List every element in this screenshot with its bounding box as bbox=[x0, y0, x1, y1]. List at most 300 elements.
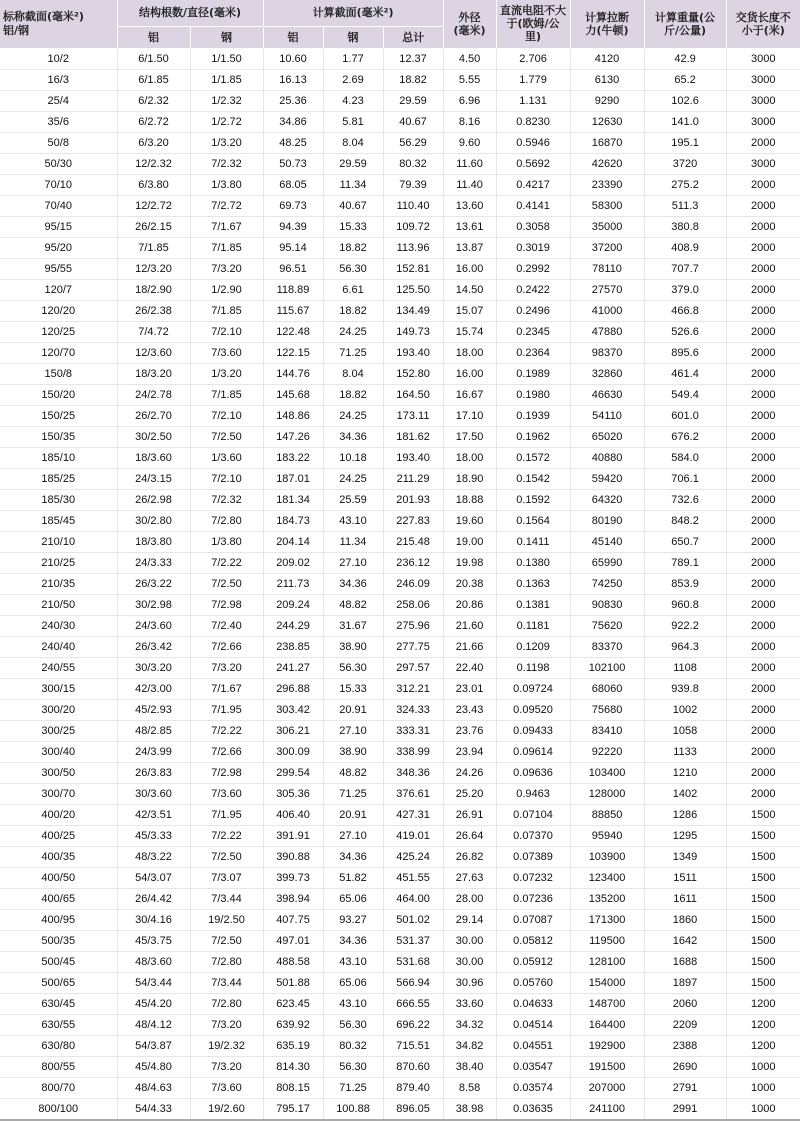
cell-outer-diameter: 26.64 bbox=[443, 825, 496, 846]
cell-area-total: 333.31 bbox=[383, 720, 443, 741]
cell-delivery-length: 1000 bbox=[726, 1056, 800, 1077]
cell-outer-diameter: 33.60 bbox=[443, 993, 496, 1014]
cell-area-total: 879.40 bbox=[383, 1077, 443, 1098]
cell-dc-resistance: 0.2364 bbox=[496, 342, 570, 363]
cell-calc-weight: 1286 bbox=[644, 804, 726, 825]
cell-structure-aluminum: 26/2.70 bbox=[117, 405, 190, 426]
cell-delivery-length: 2000 bbox=[726, 321, 800, 342]
cell-area-aluminum: 406.40 bbox=[263, 804, 323, 825]
cell-structure-aluminum: 6/2.72 bbox=[117, 111, 190, 132]
cell-nominal-section: 500/65 bbox=[0, 972, 117, 993]
cell-delivery-length: 2000 bbox=[726, 783, 800, 804]
cell-area-aluminum: 10.60 bbox=[263, 48, 323, 69]
cell-dc-resistance: 0.4217 bbox=[496, 174, 570, 195]
cell-structure-aluminum: 30/3.20 bbox=[117, 657, 190, 678]
cell-area-aluminum: 68.05 bbox=[263, 174, 323, 195]
cell-area-aluminum: 623.45 bbox=[263, 993, 323, 1014]
cell-delivery-length: 1200 bbox=[726, 1014, 800, 1035]
cell-nominal-section: 300/25 bbox=[0, 720, 117, 741]
cell-area-steel: 25.59 bbox=[323, 489, 383, 510]
cell-dc-resistance: 0.1564 bbox=[496, 510, 570, 531]
cell-delivery-length: 1500 bbox=[726, 909, 800, 930]
cell-structure-aluminum: 6/3.20 bbox=[117, 132, 190, 153]
cell-tensile-strength: 68060 bbox=[570, 678, 644, 699]
cell-delivery-length: 1500 bbox=[726, 867, 800, 888]
cell-structure-steel: 1/3.60 bbox=[190, 447, 263, 468]
cell-area-total: 275.96 bbox=[383, 615, 443, 636]
cell-delivery-length: 2000 bbox=[726, 615, 800, 636]
cell-calc-weight: 379.0 bbox=[644, 279, 726, 300]
cell-structure-aluminum: 48/3.22 bbox=[117, 846, 190, 867]
cell-structure-steel: 7/2.10 bbox=[190, 468, 263, 489]
cell-structure-aluminum: 6/1.85 bbox=[117, 69, 190, 90]
cell-dc-resistance: 0.1572 bbox=[496, 447, 570, 468]
cell-area-total: 12.37 bbox=[383, 48, 443, 69]
cell-structure-steel: 7/1.85 bbox=[190, 384, 263, 405]
cell-structure-steel: 7/1.85 bbox=[190, 300, 263, 321]
cell-tensile-strength: 47880 bbox=[570, 321, 644, 342]
cell-area-steel: 27.10 bbox=[323, 825, 383, 846]
cell-outer-diameter: 13.87 bbox=[443, 237, 496, 258]
cell-area-steel: 10.18 bbox=[323, 447, 383, 468]
cell-outer-diameter: 18.00 bbox=[443, 447, 496, 468]
cell-calc-weight: 922.2 bbox=[644, 615, 726, 636]
cell-outer-diameter: 19.60 bbox=[443, 510, 496, 531]
header-area-total: 总计 bbox=[383, 26, 443, 48]
cell-calc-weight: 1002 bbox=[644, 699, 726, 720]
cell-calc-weight: 848.2 bbox=[644, 510, 726, 531]
table-row bbox=[0, 132, 800, 153]
cell-structure-steel: 7/2.50 bbox=[190, 930, 263, 951]
cell-area-aluminum: 115.67 bbox=[263, 300, 323, 321]
cell-delivery-length: 2000 bbox=[726, 405, 800, 426]
cell-structure-steel: 7/2.10 bbox=[190, 405, 263, 426]
cell-area-total: 312.21 bbox=[383, 678, 443, 699]
cell-area-total: 18.82 bbox=[383, 69, 443, 90]
cell-delivery-length: 1500 bbox=[726, 930, 800, 951]
table-row bbox=[0, 48, 800, 69]
cell-outer-diameter: 19.98 bbox=[443, 552, 496, 573]
cell-structure-steel: 1/2.32 bbox=[190, 90, 263, 111]
cell-calc-weight: 1688 bbox=[644, 951, 726, 972]
cell-area-steel: 27.10 bbox=[323, 552, 383, 573]
cell-tensile-strength: 65990 bbox=[570, 552, 644, 573]
cell-outer-diameter: 21.66 bbox=[443, 636, 496, 657]
table-row bbox=[0, 153, 800, 174]
header-outer-diameter bbox=[443, 0, 496, 48]
cell-dc-resistance: 0.03635 bbox=[496, 1098, 570, 1120]
header-structure-aluminum: 铝 bbox=[117, 26, 190, 48]
cell-area-steel: 15.33 bbox=[323, 678, 383, 699]
table-row bbox=[0, 90, 800, 111]
cell-area-steel: 56.30 bbox=[323, 657, 383, 678]
cell-calc-weight: 461.4 bbox=[644, 363, 726, 384]
cell-area-aluminum: 303.42 bbox=[263, 699, 323, 720]
cell-structure-steel: 19/2.60 bbox=[190, 1098, 263, 1120]
cell-tensile-strength: 45140 bbox=[570, 531, 644, 552]
header-structure-steel: 钢 bbox=[190, 26, 263, 48]
cell-area-steel: 20.91 bbox=[323, 804, 383, 825]
cell-nominal-section: 120/25 bbox=[0, 321, 117, 342]
cell-area-total: 227.83 bbox=[383, 510, 443, 531]
cell-outer-diameter: 23.94 bbox=[443, 741, 496, 762]
header-length-label: 交货长度不小于(米) bbox=[735, 10, 791, 37]
cell-tensile-strength: 128100 bbox=[570, 951, 644, 972]
cell-area-aluminum: 96.51 bbox=[263, 258, 323, 279]
cell-area-steel: 20.91 bbox=[323, 699, 383, 720]
cell-area-aluminum: 241.27 bbox=[263, 657, 323, 678]
header-dc-resistance bbox=[496, 0, 570, 48]
cell-structure-aluminum: 54/4.33 bbox=[117, 1098, 190, 1120]
cell-structure-steel: 1/3.20 bbox=[190, 363, 263, 384]
cell-structure-aluminum: 7/4.72 bbox=[117, 321, 190, 342]
cell-nominal-section: 800/100 bbox=[0, 1098, 117, 1120]
cell-tensile-strength: 46630 bbox=[570, 384, 644, 405]
cell-area-aluminum: 814.30 bbox=[263, 1056, 323, 1077]
cell-calc-weight: 141.0 bbox=[644, 111, 726, 132]
cell-area-aluminum: 122.15 bbox=[263, 342, 323, 363]
cell-area-total: 80.32 bbox=[383, 153, 443, 174]
cell-outer-diameter: 21.60 bbox=[443, 615, 496, 636]
cell-tensile-strength: 102100 bbox=[570, 657, 644, 678]
table-row bbox=[0, 594, 800, 615]
cell-delivery-length: 1500 bbox=[726, 972, 800, 993]
cell-area-steel: 34.36 bbox=[323, 930, 383, 951]
cell-area-steel: 71.25 bbox=[323, 1077, 383, 1098]
cell-area-total: 348.36 bbox=[383, 762, 443, 783]
cell-outer-diameter: 26.82 bbox=[443, 846, 496, 867]
cell-nominal-section: 25/4 bbox=[0, 90, 117, 111]
cell-calc-weight: 1349 bbox=[644, 846, 726, 867]
cell-structure-steel: 7/2.50 bbox=[190, 846, 263, 867]
cell-area-steel: 24.25 bbox=[323, 321, 383, 342]
cell-area-steel: 29.59 bbox=[323, 153, 383, 174]
cell-nominal-section: 210/25 bbox=[0, 552, 117, 573]
cell-calc-weight: 1133 bbox=[644, 741, 726, 762]
cell-structure-aluminum: 24/3.15 bbox=[117, 468, 190, 489]
cell-area-total: 870.60 bbox=[383, 1056, 443, 1077]
cell-tensile-strength: 6130 bbox=[570, 69, 644, 90]
cell-structure-steel: 7/2.32 bbox=[190, 489, 263, 510]
cell-area-aluminum: 48.25 bbox=[263, 132, 323, 153]
cell-outer-diameter: 14.50 bbox=[443, 279, 496, 300]
cell-area-total: 277.75 bbox=[383, 636, 443, 657]
table-row bbox=[0, 741, 800, 762]
cell-nominal-section: 150/20 bbox=[0, 384, 117, 405]
cell-delivery-length: 2000 bbox=[726, 636, 800, 657]
table-row bbox=[0, 447, 800, 468]
cell-tensile-strength: 54110 bbox=[570, 405, 644, 426]
cell-calc-weight: 1295 bbox=[644, 825, 726, 846]
cell-nominal-section: 800/55 bbox=[0, 1056, 117, 1077]
cell-tensile-strength: 9290 bbox=[570, 90, 644, 111]
cell-area-aluminum: 145.68 bbox=[263, 384, 323, 405]
cell-area-steel: 24.25 bbox=[323, 468, 383, 489]
cell-outer-diameter: 30.96 bbox=[443, 972, 496, 993]
cell-delivery-length: 2000 bbox=[726, 132, 800, 153]
cell-outer-diameter: 15.74 bbox=[443, 321, 496, 342]
cell-structure-aluminum: 54/3.87 bbox=[117, 1035, 190, 1056]
cell-delivery-length: 2000 bbox=[726, 216, 800, 237]
cell-tensile-strength: 74250 bbox=[570, 573, 644, 594]
cell-tensile-strength: 16870 bbox=[570, 132, 644, 153]
cell-structure-steel: 7/2.22 bbox=[190, 552, 263, 573]
cell-calc-weight: 895.6 bbox=[644, 342, 726, 363]
cell-area-total: 56.29 bbox=[383, 132, 443, 153]
cell-structure-steel: 7/2.22 bbox=[190, 825, 263, 846]
cell-nominal-section: 300/50 bbox=[0, 762, 117, 783]
table-row bbox=[0, 1035, 800, 1056]
cell-calc-weight: 526.6 bbox=[644, 321, 726, 342]
cell-area-steel: 93.27 bbox=[323, 909, 383, 930]
table-row bbox=[0, 951, 800, 972]
cell-area-steel: 48.82 bbox=[323, 594, 383, 615]
cell-delivery-length: 1500 bbox=[726, 825, 800, 846]
cell-nominal-section: 120/20 bbox=[0, 300, 117, 321]
cell-area-steel: 8.04 bbox=[323, 363, 383, 384]
cell-structure-aluminum: 18/3.60 bbox=[117, 447, 190, 468]
cell-structure-steel: 7/2.80 bbox=[190, 951, 263, 972]
cell-calc-weight: 2991 bbox=[644, 1098, 726, 1120]
cell-structure-aluminum: 42/3.51 bbox=[117, 804, 190, 825]
cell-area-total: 215.48 bbox=[383, 531, 443, 552]
cell-structure-aluminum: 6/3.80 bbox=[117, 174, 190, 195]
cell-structure-steel: 1/1.85 bbox=[190, 69, 263, 90]
cell-nominal-section: 150/25 bbox=[0, 405, 117, 426]
cell-nominal-section: 185/25 bbox=[0, 468, 117, 489]
table-row bbox=[0, 1056, 800, 1077]
cell-area-aluminum: 95.14 bbox=[263, 237, 323, 258]
cell-dc-resistance: 0.8230 bbox=[496, 111, 570, 132]
cell-area-aluminum: 299.54 bbox=[263, 762, 323, 783]
cell-nominal-section: 630/80 bbox=[0, 1035, 117, 1056]
cell-delivery-length: 2000 bbox=[726, 279, 800, 300]
cell-nominal-section: 95/15 bbox=[0, 216, 117, 237]
header-delivery-length bbox=[726, 0, 800, 48]
cell-area-aluminum: 187.01 bbox=[263, 468, 323, 489]
cell-outer-diameter: 5.55 bbox=[443, 69, 496, 90]
table-row bbox=[0, 1098, 800, 1120]
cell-calc-weight: 1058 bbox=[644, 720, 726, 741]
cell-calc-weight: 2388 bbox=[644, 1035, 726, 1056]
cell-calc-weight: 1642 bbox=[644, 930, 726, 951]
cell-tensile-strength: 164400 bbox=[570, 1014, 644, 1035]
cell-dc-resistance: 0.3019 bbox=[496, 237, 570, 258]
cell-area-total: 451.55 bbox=[383, 867, 443, 888]
table-row bbox=[0, 699, 800, 720]
cell-structure-aluminum: 26/2.98 bbox=[117, 489, 190, 510]
cell-delivery-length: 2000 bbox=[726, 237, 800, 258]
cell-nominal-section: 630/45 bbox=[0, 993, 117, 1014]
table-header bbox=[0, 0, 800, 48]
cell-dc-resistance: 0.07087 bbox=[496, 909, 570, 930]
table-row bbox=[0, 636, 800, 657]
table-row bbox=[0, 993, 800, 1014]
cell-calc-weight: 1108 bbox=[644, 657, 726, 678]
cell-calc-weight: 2690 bbox=[644, 1056, 726, 1077]
cell-dc-resistance: 0.07389 bbox=[496, 846, 570, 867]
cell-area-aluminum: 204.14 bbox=[263, 531, 323, 552]
cell-structure-aluminum: 24/3.99 bbox=[117, 741, 190, 762]
cell-area-steel: 18.82 bbox=[323, 384, 383, 405]
cell-tensile-strength: 12630 bbox=[570, 111, 644, 132]
cell-outer-diameter: 38.40 bbox=[443, 1056, 496, 1077]
cell-nominal-section: 400/50 bbox=[0, 867, 117, 888]
header-area-aluminum: 铝 bbox=[263, 26, 323, 48]
cell-dc-resistance: 0.1592 bbox=[496, 489, 570, 510]
cell-area-aluminum: 398.94 bbox=[263, 888, 323, 909]
header-tensile-label: 计算拉断力(牛顿) bbox=[585, 10, 630, 37]
cell-structure-aluminum: 54/3.44 bbox=[117, 972, 190, 993]
cell-structure-steel: 7/2.66 bbox=[190, 741, 263, 762]
table-body bbox=[0, 48, 800, 1120]
header-outer-diameter-label: 外径(毫米) bbox=[453, 10, 486, 37]
cell-area-total: 376.61 bbox=[383, 783, 443, 804]
cell-structure-steel: 7/3.20 bbox=[190, 1056, 263, 1077]
cell-tensile-strength: 135200 bbox=[570, 888, 644, 909]
cell-structure-steel: 7/3.60 bbox=[190, 783, 263, 804]
cell-outer-diameter: 8.16 bbox=[443, 111, 496, 132]
cell-structure-aluminum: 26/3.22 bbox=[117, 573, 190, 594]
cell-dc-resistance: 0.1989 bbox=[496, 363, 570, 384]
cell-tensile-strength: 40880 bbox=[570, 447, 644, 468]
table-row bbox=[0, 783, 800, 804]
cell-area-aluminum: 501.88 bbox=[263, 972, 323, 993]
cell-structure-steel: 7/3.44 bbox=[190, 972, 263, 993]
cell-calc-weight: 601.0 bbox=[644, 405, 726, 426]
table-row bbox=[0, 1077, 800, 1098]
cell-area-total: 896.05 bbox=[383, 1098, 443, 1120]
cell-structure-aluminum: 26/4.42 bbox=[117, 888, 190, 909]
cell-dc-resistance: 0.1198 bbox=[496, 657, 570, 678]
cell-nominal-section: 70/10 bbox=[0, 174, 117, 195]
cell-structure-steel: 7/3.07 bbox=[190, 867, 263, 888]
cell-structure-aluminum: 12/2.72 bbox=[117, 195, 190, 216]
cell-delivery-length: 2000 bbox=[726, 468, 800, 489]
cell-area-total: 427.31 bbox=[383, 804, 443, 825]
cell-calc-weight: 1210 bbox=[644, 762, 726, 783]
cell-area-aluminum: 94.39 bbox=[263, 216, 323, 237]
cell-dc-resistance: 0.9463 bbox=[496, 783, 570, 804]
cell-area-total: 110.40 bbox=[383, 195, 443, 216]
cell-tensile-strength: 95940 bbox=[570, 825, 644, 846]
cell-area-aluminum: 407.75 bbox=[263, 909, 323, 930]
cell-area-total: 324.33 bbox=[383, 699, 443, 720]
cell-calc-weight: 789.1 bbox=[644, 552, 726, 573]
cell-dc-resistance: 0.03547 bbox=[496, 1056, 570, 1077]
cell-area-total: 29.59 bbox=[383, 90, 443, 111]
cell-area-steel: 34.36 bbox=[323, 573, 383, 594]
header-area-steel: 钢 bbox=[323, 26, 383, 48]
cell-area-steel: 43.10 bbox=[323, 510, 383, 531]
table-row bbox=[0, 972, 800, 993]
cell-area-steel: 71.25 bbox=[323, 342, 383, 363]
cell-outer-diameter: 34.82 bbox=[443, 1035, 496, 1056]
cell-area-total: 258.06 bbox=[383, 594, 443, 615]
cell-outer-diameter: 17.10 bbox=[443, 405, 496, 426]
cell-area-steel: 43.10 bbox=[323, 951, 383, 972]
cell-structure-aluminum: 12/3.20 bbox=[117, 258, 190, 279]
cell-structure-aluminum: 48/2.85 bbox=[117, 720, 190, 741]
cell-area-total: 149.73 bbox=[383, 321, 443, 342]
cell-dc-resistance: 0.1411 bbox=[496, 531, 570, 552]
cell-area-steel: 65.06 bbox=[323, 888, 383, 909]
cell-nominal-section: 95/55 bbox=[0, 258, 117, 279]
cell-tensile-strength: 119500 bbox=[570, 930, 644, 951]
cell-calc-weight: 3720 bbox=[644, 153, 726, 174]
header-weight-label: 计算重量(公斤/公量) bbox=[655, 10, 716, 37]
cell-area-aluminum: 50.73 bbox=[263, 153, 323, 174]
table-row bbox=[0, 69, 800, 90]
cell-structure-aluminum: 6/2.32 bbox=[117, 90, 190, 111]
cell-structure-steel: 7/1.67 bbox=[190, 678, 263, 699]
cell-nominal-section: 150/8 bbox=[0, 363, 117, 384]
cell-area-aluminum: 147.26 bbox=[263, 426, 323, 447]
cell-area-steel: 18.82 bbox=[323, 237, 383, 258]
table-row bbox=[0, 867, 800, 888]
cell-outer-diameter: 26.91 bbox=[443, 804, 496, 825]
cell-area-aluminum: 390.88 bbox=[263, 846, 323, 867]
cell-tensile-strength: 27570 bbox=[570, 279, 644, 300]
cell-area-steel: 38.90 bbox=[323, 636, 383, 657]
cell-dc-resistance: 0.05812 bbox=[496, 930, 570, 951]
table-row bbox=[0, 888, 800, 909]
cell-outer-diameter: 18.90 bbox=[443, 468, 496, 489]
cell-structure-aluminum: 48/3.60 bbox=[117, 951, 190, 972]
cell-area-total: 40.67 bbox=[383, 111, 443, 132]
cell-delivery-length: 2000 bbox=[726, 510, 800, 531]
cell-calc-weight: 964.3 bbox=[644, 636, 726, 657]
cell-delivery-length: 2000 bbox=[726, 195, 800, 216]
cell-tensile-strength: 83410 bbox=[570, 720, 644, 741]
cell-outer-diameter: 11.40 bbox=[443, 174, 496, 195]
cell-area-steel: 71.25 bbox=[323, 783, 383, 804]
cell-calc-weight: 1611 bbox=[644, 888, 726, 909]
cell-area-steel: 31.67 bbox=[323, 615, 383, 636]
cell-outer-diameter: 30.00 bbox=[443, 951, 496, 972]
cell-area-steel: 8.04 bbox=[323, 132, 383, 153]
cell-area-aluminum: 118.89 bbox=[263, 279, 323, 300]
cell-structure-steel: 7/3.44 bbox=[190, 888, 263, 909]
cell-nominal-section: 400/65 bbox=[0, 888, 117, 909]
cell-tensile-strength: 241100 bbox=[570, 1098, 644, 1120]
cell-area-total: 501.02 bbox=[383, 909, 443, 930]
cell-outer-diameter: 29.14 bbox=[443, 909, 496, 930]
cell-structure-steel: 19/2.32 bbox=[190, 1035, 263, 1056]
cell-delivery-length: 2000 bbox=[726, 174, 800, 195]
table-row bbox=[0, 825, 800, 846]
table-row bbox=[0, 909, 800, 930]
cell-area-total: 181.62 bbox=[383, 426, 443, 447]
cell-area-steel: 34.36 bbox=[323, 846, 383, 867]
cell-outer-diameter: 23.43 bbox=[443, 699, 496, 720]
cell-calc-weight: 732.6 bbox=[644, 489, 726, 510]
cell-tensile-strength: 171300 bbox=[570, 909, 644, 930]
cell-calc-weight: 466.8 bbox=[644, 300, 726, 321]
cell-outer-diameter: 24.26 bbox=[443, 762, 496, 783]
cell-area-steel: 80.32 bbox=[323, 1035, 383, 1056]
cell-outer-diameter: 22.40 bbox=[443, 657, 496, 678]
cell-area-aluminum: 488.58 bbox=[263, 951, 323, 972]
cell-calc-weight: 707.7 bbox=[644, 258, 726, 279]
cell-structure-steel: 7/2.80 bbox=[190, 993, 263, 1014]
cell-structure-aluminum: 24/3.33 bbox=[117, 552, 190, 573]
table-row bbox=[0, 468, 800, 489]
cell-structure-steel: 7/2.66 bbox=[190, 636, 263, 657]
cell-dc-resistance: 1.131 bbox=[496, 90, 570, 111]
cell-structure-aluminum: 26/2.38 bbox=[117, 300, 190, 321]
table-row bbox=[0, 510, 800, 531]
